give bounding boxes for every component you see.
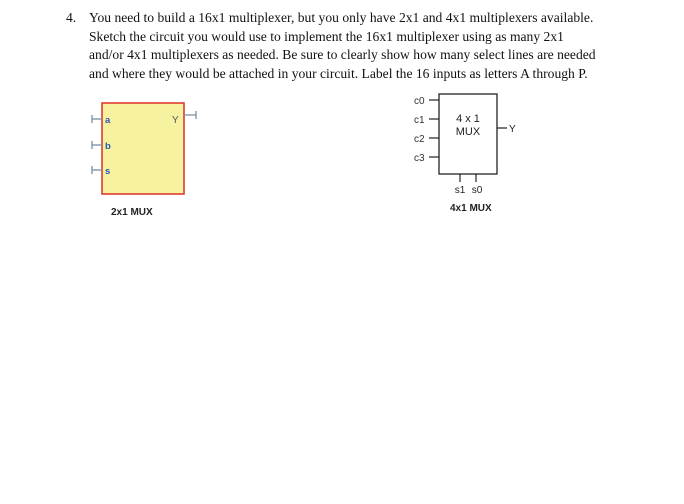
mux-2x1-select-s-label: s <box>105 166 111 177</box>
mux-4x1-input-c0-label: c0 <box>414 96 425 107</box>
mux-2x1-output-label: Y <box>172 115 179 126</box>
mux-4x1-title-line1: 4 x 1 <box>456 113 480 125</box>
question-text: You need to build a 16x1 multiplexer, but you only have 2x1 and 4x1 multiplexers available. Sketch the circuit you would use to implement the 16x1 multiplexer using as many 2x1 and/or 4x1 multiplexers as needed. Be sure to clearly show how many select lines are needed and where they would be attached in your circuit. Label the 16 inputs as letters A through P. <box>89 10 596 81</box>
mux-4x1-input-c2-label: c2 <box>414 134 425 145</box>
mux-2x1-caption: 2x1 MUX <box>111 207 153 218</box>
mux-2x1-input-a-label: a <box>105 115 111 126</box>
mux-4x1-diagram <box>414 94 516 214</box>
mux-2x1-input-a-pin <box>92 115 102 123</box>
mux-2x1-select-s-pin <box>92 166 102 174</box>
question-number: 4. <box>66 10 77 25</box>
mux-4x1-input-c1-label: c1 <box>414 115 425 126</box>
mux-4x1-select-s0-label: s0 <box>471 185 483 196</box>
mux-2x1-output-pin <box>184 111 196 119</box>
mux-4x1-select-s1-label: s1 <box>454 185 466 196</box>
mux-4x1-caption: 4x1 MUX <box>450 203 492 214</box>
mux-2x1-input-b-label: b <box>105 141 111 152</box>
mux-4x1-output-label: Y <box>509 124 516 135</box>
mux-2x1-diagram <box>92 103 196 218</box>
mux-4x1-title-line2: MUX <box>455 126 481 138</box>
mux-2x1-input-b-pin <box>92 141 102 149</box>
mux-4x1-input-c3-label: c3 <box>414 153 425 164</box>
